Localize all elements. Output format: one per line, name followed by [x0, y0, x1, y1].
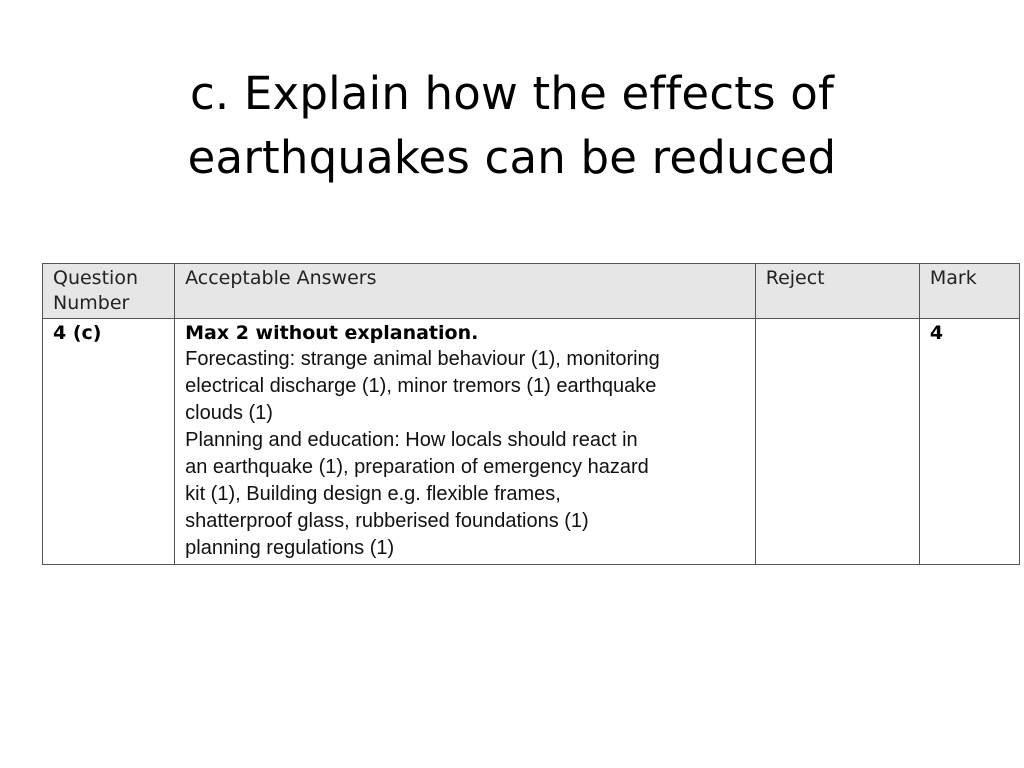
- answer-text: [185, 346, 747, 562]
- answer-line: Planning and education: How locals should react in: [185, 429, 638, 451]
- slide-title-line-1: c. Explain how the effects of: [189, 67, 835, 121]
- max-note: Max 2 without explanation.: [185, 322, 479, 344]
- slide-title-line-2: earthquakes can be reduced: [187, 131, 837, 185]
- table-row: [43, 319, 1020, 565]
- answer-line: Forecasting: strange animal behaviour (1), monitoring: [185, 348, 660, 370]
- reject-cell: [755, 319, 919, 565]
- question-number-cell: [43, 319, 175, 565]
- slide-title: [112, 62, 912, 190]
- header-reject: Reject: [755, 264, 919, 319]
- question-number: 4 (c): [53, 322, 102, 344]
- acceptable-answers-cell: [175, 319, 756, 565]
- answer-line: clouds (1): [185, 402, 273, 424]
- header-question-number: Question Number: [43, 264, 175, 319]
- answer-line: an earthquake (1), preparation of emergency hazard: [185, 456, 649, 478]
- answer-line: kit (1), Building design e.g. flexible frames,: [185, 483, 561, 505]
- mark-value: 4: [929, 322, 944, 344]
- header-acceptable-answers: Acceptable Answers: [175, 264, 756, 319]
- answer-line: planning regulations (1): [185, 537, 395, 559]
- answer-line: electrical discharge (1), minor tremors (1) earthquake: [185, 375, 657, 397]
- answer-line: shatterproof glass, rubberised foundations (1): [185, 510, 589, 532]
- header-mark: Mark: [919, 264, 1019, 319]
- mark-scheme-table: [42, 263, 1020, 565]
- mark-cell: [919, 319, 1019, 565]
- table-header-row: [43, 264, 1020, 319]
